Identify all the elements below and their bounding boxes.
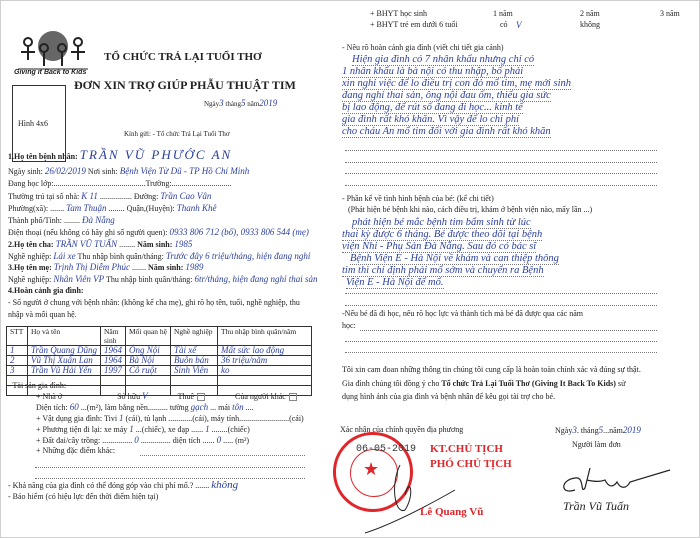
mother-row: 3.Họ tên mẹ: Trịnh Thị Diễm Phúc ....... Năm sinh: 1989 xyxy=(8,262,204,272)
insurance-label: - Bảo hiểm (có hiệu lực đến thời điểm hiện tại) xyxy=(8,492,159,501)
table-row: 1 Trần Quang Dũng 1964 Ông Nội Tài xế Mất sức lao động xyxy=(7,346,312,356)
declaration-line-3: dụng hình ảnh của gia đình và bệnh nhân để kêu gọi tài trợ cho bé. xyxy=(342,392,556,401)
illness-label: - Phần kể về tình hình bệnh của bé: (kể chi tiết) xyxy=(342,194,494,203)
circumstance-line: cho cháu An mổ tim đối với gia đình rất khó khăn xyxy=(342,126,551,137)
family-note: - Số người ở chung với bệnh nhân: (không kể cha mẹ), ghi rõ họ tên, tuổi, nghề nghiệp, thu xyxy=(8,298,300,307)
illness-line: phát hiện bé mắc bệnh tim bẩm sinh từ lúc xyxy=(352,217,531,228)
circumstance-line: 1 nhân khẩu là bà nội có thu nhập, bố phải xyxy=(342,66,524,77)
patient-name-row: 1.Họ tên bệnh nhân: TRẦN VŨ PHƯỚC AN xyxy=(8,147,233,162)
illness-line: Bệnh Viện E - Hà Nội về khám và can thiệp thông xyxy=(350,253,559,264)
bhyt-student-row: + BHYT học sinh 1 năm 2 năm 3 năm xyxy=(370,9,680,18)
official-title-1: KT.CHỦ TỊCH xyxy=(430,443,503,455)
illness-line: viện Nhi - Phụ Sản Đà Nẵng. Sau đó có bác sĩ xyxy=(342,241,537,252)
goods-row: + Vật dụng gia đình: Tivi 1 (cái), tủ lạnh ............(cái), máy tính.........................(cái) xyxy=(36,413,304,423)
table-row: 3 Trần Vũ Hải Yến 1997 Cô ruột Sinh Viên ko xyxy=(7,366,312,376)
illness-line: tim thì chỉ định phải mổ sớm và chuyển ra Bệnh xyxy=(342,265,544,276)
school-label: -Nếu bé đã đi học, nêu rõ học lực và thành tích mà bé đã được qua các năm xyxy=(342,309,584,318)
official-name: Lê Quang Vũ xyxy=(420,506,484,518)
illness-line: thai kỳ được 6 tháng. Bé được theo dõi tại bệnh xyxy=(342,229,543,240)
contribution-row: - Khả năng của gia đình có thể đóng góp vào chi phí mổ.? ....... không xyxy=(8,479,239,491)
applicant-label: Người làm đơn xyxy=(572,440,621,449)
local-confirmation-label: Xác nhận của chính quyền địa phương xyxy=(340,425,464,434)
photo-label: Hình 4x6 xyxy=(18,119,48,128)
bhyt-child-row: + BHYT trẻ em dưới 6 tuổi có V không xyxy=(370,20,600,30)
column-header: Họ và tên xyxy=(28,327,101,346)
column-header: Thu nhập bình quân/năm xyxy=(218,327,312,346)
family-heading: 4.Hoàn cảnh gia đình: xyxy=(8,286,84,295)
address-row: Thường trú tại số nhà: K 11 ................ Đường: Trần Cao Vân xyxy=(8,191,212,201)
column-header: Năm sinh xyxy=(101,327,126,346)
father-row: 2.Họ tên cha: TRẦN VŨ TUẤN ........ Năm sinh: 1985 xyxy=(8,239,193,249)
phone-row: Điện thoại (nếu không có hãy ghi số người quen): 0933 806 712 (bố), 0933 806 544 (mẹ) xyxy=(8,227,309,237)
other-features-row: + Những đặc điểm khác: xyxy=(36,446,116,455)
dob-row: Ngày sinh: 26/02/2019 Nơi sinh: Bệnh Viện Từ Dũ - TP Hồ Chí Minh xyxy=(8,166,250,176)
circumstance-line: đang nghỉ thai sản, ông nội đau ốm, thiếu gia sức xyxy=(342,90,551,101)
land-row: + Đất đai/cây trồng: ............... 0 ............... diện tích ...... 0 ..... (m²) xyxy=(36,435,250,445)
form-title: ĐƠN XIN TRỢ GIÚP PHẪU THUẬT TIM xyxy=(74,78,296,92)
logo-icon xyxy=(18,28,88,70)
declaration-line-1: Tôi xin cam đoan những thông tin chúng tôi cung cấp là hoàn toàn chính xác và đúng sự thật. xyxy=(342,365,641,374)
stamp-date: 06-05-2019 xyxy=(356,444,417,455)
column-header: Nghề nghiệp xyxy=(171,327,218,346)
table-header-row xyxy=(7,327,312,346)
column-header: STT xyxy=(7,327,28,346)
house-row: + Nhà ở Sở hữu V Thuê Của người khác xyxy=(36,391,297,402)
column-header: Mối quan hệ xyxy=(126,327,171,346)
mother-job-row: Nghề nghiệp: Nhân Viên VP Thu nhập bình quân/tháng: 6tr/tháng, hiện đang nghỉ thai sản xyxy=(8,274,318,284)
city-row: Thành phố/Tỉnh: ........ Đà Nẵng xyxy=(8,215,115,225)
addressee: Kính gửi: - Tổ chức Trả Lại Tuổi Thơ xyxy=(124,130,230,138)
official-stamp: ★ xyxy=(333,432,413,512)
form-date: Ngày3 tháng5 năm2019 xyxy=(204,98,278,108)
declaration-line-2: Gia đình chúng tôi đồng ý cho Tổ chức Trả Lại Tuổi Thơ (Giving It Back To Kids) sử xyxy=(342,379,626,388)
applicant-name: Trần Vũ Tuấn xyxy=(563,499,630,513)
father-job-row: Nghề nghiệp: Lái xe Thu nhập bình quân/tháng: Trước đây 6 triệu/tháng, hiện đang nghỉ xyxy=(8,251,311,261)
school-label-2: học: xyxy=(342,321,356,330)
circumstance-line: xin nghỉ việc để lo điều trị con đỏ mổ tim, mẹ mới sinh xyxy=(342,78,571,89)
circumstances-label: - Nêu rõ hoàn cảnh gia đình (viết chi tiết gia cảnh) xyxy=(342,43,504,52)
illness-line: Viện E - Hà Nội để mổ. xyxy=(346,277,444,288)
circumstance-line: bị lao động, để rút số đang đi học... kinh tế xyxy=(342,102,523,113)
applicant-signature-icon xyxy=(555,460,675,500)
table-row: 2 Vũ Thị Xuân Lan 1964 Bà Nội Buôn bán 36 triệu/năm xyxy=(7,356,312,366)
official-signature-icon xyxy=(360,455,460,535)
illness-sublabel: (Phát hiện bé bệnh khi nào, cách điều trị, khám ở bệnh viện nào, mấy lần ...) xyxy=(348,205,593,214)
family-note-2: nhập và mối quan hệ. xyxy=(8,310,77,319)
assets-heading: - Tài sản gia đình: xyxy=(8,381,67,390)
official-title-2: PHÓ CHỦ TỊCH xyxy=(430,458,512,470)
circumstance-line: gia đình rất khó khăn. Vì vậy để lo chi phí xyxy=(342,114,520,125)
logo-text: Giving it Back to Kids xyxy=(14,69,87,76)
signature-date: Ngày3. tháng5...năm2019 xyxy=(555,425,641,435)
circumstance-line: Hiện gia đình có 7 nhân khẩu nhưng chỉ có xyxy=(352,54,535,65)
area-row: Diện tích: 60 ...(m²), làm bằng nền.......... tường gạch ... mái tôn .... xyxy=(36,402,254,412)
ward-row: Phường(xã): ....... Tam Thuận ........ Quận,(Huyện): Thanh Khê xyxy=(8,203,217,213)
class-row: Đang học lớp:..............................................Trường:.............................. xyxy=(8,179,232,188)
vehicle-row: + Phương tiện đi lại: xe máy 1 ...(chiếc), xe đạp ...... 1 ........(chiếc) xyxy=(36,424,250,434)
org-name: TỔ CHỨC TRẢ LẠI TUỔI THƠ xyxy=(104,51,262,63)
